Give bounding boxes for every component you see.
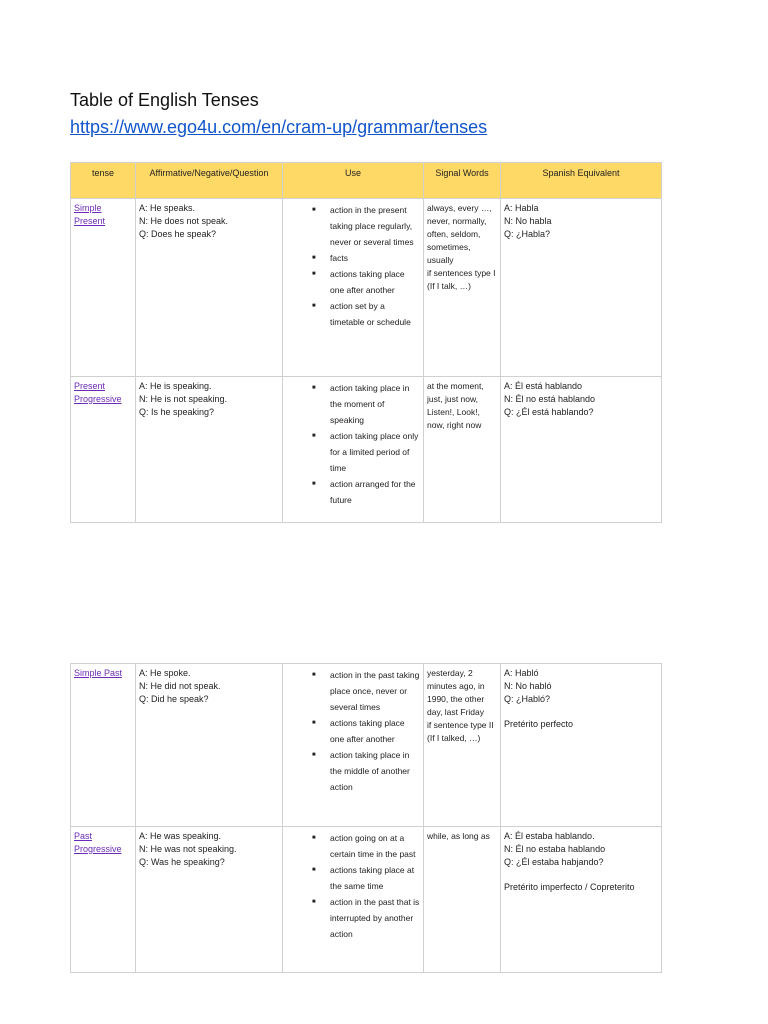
header-spanish: Spanish Equivalent — [501, 163, 662, 199]
use-cell — [283, 664, 424, 827]
use-item: ■ action set by a timetable or schedule — [330, 298, 420, 330]
signal-words: always, every …, never, normally, often, seldom, sometimes, usually — [427, 203, 492, 265]
tense-cell — [71, 664, 136, 827]
spanish-question: Q: ¿Él estaba habjando? — [504, 857, 604, 867]
use-item: ■ action in the past that is interrupted by another action — [330, 894, 420, 942]
spanish-negative: N: No habla — [504, 216, 552, 226]
header-forms: Affirmative/Negative/Question — [136, 163, 283, 199]
signal-words-conditional: if sentences type I (If I talk, …) — [427, 268, 496, 291]
tenses-table-2 — [70, 663, 662, 973]
spanish-negative: N: Él no está hablando — [504, 394, 596, 404]
forms-cell — [136, 199, 283, 377]
page-title: Table of English Tenses — [70, 90, 259, 110]
form-question: Q: Was he speaking? — [139, 857, 225, 867]
source-link[interactable]: https://www.ego4u.com/en/cram-up/grammar/tenses — [70, 117, 488, 137]
spanish-negative: N: Él no estaba hablando — [504, 844, 606, 854]
form-affirmative: A: He is speaking. — [139, 381, 212, 391]
spanish-affirmative: A: Habló — [504, 668, 539, 678]
spanish-cell — [501, 199, 662, 377]
signal-words: at the moment, just, just now, Listen!, Look!, now, right now — [427, 381, 484, 430]
use-item: ■ action taking place only for a limited period of time — [330, 428, 420, 476]
spanish-cell — [501, 664, 662, 827]
spanish-cell — [501, 827, 662, 973]
signal-words: yesterday, 2 minutes ago, in 1990, the other day, last Friday — [427, 668, 485, 717]
table-header-row — [71, 163, 662, 199]
use-item: ■ actions taking place at the same time — [330, 862, 420, 894]
spanish-cell — [501, 377, 662, 523]
header-tense: tense — [71, 163, 136, 199]
tense-link[interactable]: Simple Present — [74, 203, 106, 226]
form-affirmative: A: He speaks. — [139, 203, 196, 213]
tense-cell — [71, 199, 136, 377]
use-cell — [283, 827, 424, 973]
use-item: ■ action taking place in the moment of speaking — [330, 380, 420, 428]
form-question: Q: Does he speak? — [139, 229, 217, 239]
form-question: Q: Is he speaking? — [139, 407, 215, 417]
table-row — [71, 199, 662, 377]
form-negative: N: He is not speaking. — [139, 394, 228, 404]
signal-cell — [424, 199, 501, 377]
form-negative: N: He did not speak. — [139, 681, 221, 691]
use-item: ■ action going on at a certain time in the past — [330, 830, 420, 862]
use-item: ■ actions taking place one after another — [330, 266, 420, 298]
tense-link[interactable]: Present Progressive — [74, 381, 122, 404]
form-negative: N: He was not speaking. — [139, 844, 237, 854]
use-item: ■ action taking place in the middle of another action — [330, 747, 420, 795]
signal-words-conditional: if sentence type II (If I talked, …) — [427, 720, 494, 743]
signal-cell — [424, 664, 501, 827]
spanish-question: Q: ¿Habló? — [504, 694, 551, 704]
tense-link[interactable]: Past Progressive — [74, 831, 122, 854]
spanish-affirmative: A: Él está hablando — [504, 381, 583, 391]
use-item: ■ action in the present taking place regularly, never or several times — [330, 202, 420, 250]
form-question: Q: Did he speak? — [139, 694, 209, 704]
tenses-table-1 — [70, 162, 662, 523]
forms-cell — [136, 377, 283, 523]
forms-cell — [136, 827, 283, 973]
header-use: Use — [283, 163, 424, 199]
form-affirmative: A: He spoke. — [139, 668, 191, 678]
spanish-affirmative: A: Él estaba hablando. — [504, 831, 595, 841]
form-negative: N: He does not speak. — [139, 216, 229, 226]
forms-cell — [136, 664, 283, 827]
signal-cell — [424, 377, 501, 523]
form-affirmative: A: He was speaking. — [139, 831, 222, 841]
signal-cell — [424, 827, 501, 973]
table-row — [71, 827, 662, 973]
spanish-tense-name: Pretérito imperfecto / Copreterito — [504, 882, 635, 892]
use-item: ■ actions taking place one after another — [330, 715, 420, 747]
spanish-affirmative: A: Habla — [504, 203, 539, 213]
table-row — [71, 664, 662, 827]
table-row — [71, 377, 662, 523]
tense-cell — [71, 377, 136, 523]
spanish-negative: N: No habló — [504, 681, 552, 691]
header-signal-words: Signal Words — [424, 163, 501, 199]
tense-cell — [71, 827, 136, 973]
signal-words: while, as long as — [427, 831, 490, 841]
use-cell — [283, 377, 424, 523]
spanish-tense-name: Pretérito perfecto — [504, 719, 574, 729]
tense-link[interactable]: Simple Past — [74, 668, 123, 678]
use-cell — [283, 199, 424, 377]
use-item: ■ action arranged for the future — [330, 476, 420, 508]
spanish-question: Q: ¿Habla? — [504, 229, 551, 239]
spanish-question: Q: ¿Él está hablando? — [504, 407, 594, 417]
use-item: ■ facts — [330, 250, 420, 266]
use-item: ■ action in the past taking place once, never or several times — [330, 667, 420, 715]
